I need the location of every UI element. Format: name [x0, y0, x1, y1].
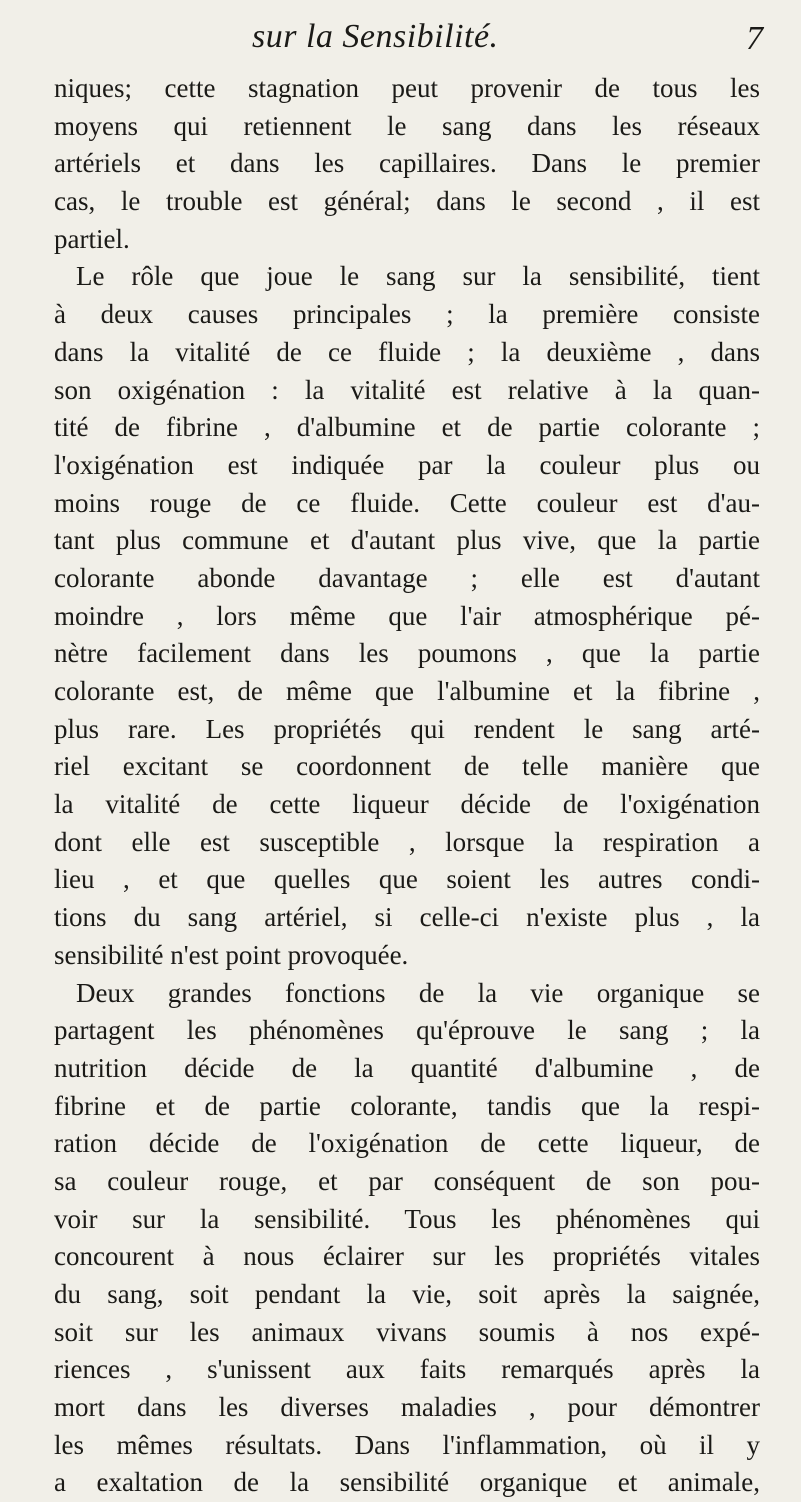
text-line: dans la vitalité de ce fluide ; la deuxième , dans	[54, 336, 760, 367]
text-line: moyens qui retiennent le sang dans les réseaux	[54, 110, 760, 141]
text-line: tité de fibrine , d'albumine et de partie colorante ;	[54, 412, 760, 443]
text-line: partagent les phénomènes qu'éprouve le sang ; la	[54, 1015, 760, 1046]
text-line: l'oxigénation est indiquée par la couleur plus ou	[54, 449, 760, 480]
text-line: niques; cette stagnation peut provenir de tous les	[54, 73, 760, 103]
text-line: fibrine et de partie colorante, tandis que la respi-	[54, 1090, 760, 1121]
text-line: nètre facilement dans les poumons , que la partie	[54, 638, 760, 669]
text-line: à deux causes principales ; la première consiste	[54, 299, 760, 330]
text-line: tant plus commune et d'autant plus vive, que la partie	[54, 525, 760, 556]
text-line: moindre , lors même que l'air atmosphérique pé-	[54, 600, 760, 631]
text-line: sa couleur rouge, et par conséquent de son pou-	[54, 1165, 760, 1196]
text-line: voir sur la sensibilité. Tous les phénomènes qui	[54, 1203, 760, 1234]
text-line: sensibilité n'est point provoquée.	[54, 939, 409, 970]
text-line: Le rôle que joue le sang sur la sensibilité, tient	[76, 261, 760, 292]
text-line: dont elle est susceptible , lorsque la respiration a	[54, 826, 760, 857]
text-line: partiel.	[54, 223, 130, 254]
text-line: riences , s'unissent aux faits remarqués après la	[54, 1354, 760, 1385]
text-line: colorante abonde davantage ; elle est d'autant	[54, 562, 760, 593]
text-line: tions du sang artériel, si celle-ci n'existe plus , la	[54, 902, 760, 933]
text-line: nutrition décide de la quantité d'albumine , de	[54, 1052, 760, 1083]
text-line: artériels et dans les capillaires. Dans le premier	[54, 148, 760, 179]
text-line: la vitalité de cette liqueur décide de l'oxigénation	[54, 789, 760, 820]
text-line: plus rare. Les propriétés qui rendent le sang arté-	[54, 713, 760, 744]
text-line: a exaltation de la sensibilité organique et animale,	[54, 1467, 760, 1498]
page-number: 7	[746, 20, 763, 57]
text-line: soit sur les animaux vivans soumis à nos expé-	[54, 1316, 760, 1347]
text-line: les mêmes résultats. Dans l'inflammation, où il y	[54, 1429, 760, 1460]
text-line: colorante est, de même que l'albumine et la fibrine ,	[54, 676, 760, 706]
text-line: mort dans les diverses maladies , pour démontrer	[54, 1392, 760, 1423]
body-text	[54, 70, 760, 1502]
running-title: sur la Sensibilité.	[252, 18, 499, 55]
text-line: Deux grandes fonctions de la vie organique se	[76, 977, 760, 1008]
text-line: lieu , et que quelles que soient les autres condi-	[54, 864, 760, 895]
text-line: concourent à nous éclairer sur les propriétés vitales	[54, 1241, 760, 1272]
text-line: son oxigénation : la vitalité est relative à la quan-	[54, 374, 760, 405]
text-line: du sang, soit pendant la vie, soit après la saignée,	[54, 1279, 760, 1309]
text-line: riel excitant se coordonnent de telle manière que	[54, 751, 760, 782]
text-line: ration décide de l'oxigénation de cette liqueur, de	[54, 1128, 760, 1159]
page-header	[0, 14, 801, 64]
text-line: moins rouge de ce fluide. Cette couleur est d'au-	[54, 487, 760, 518]
text-line: cas, le trouble est général; dans le second , il est	[54, 186, 760, 217]
